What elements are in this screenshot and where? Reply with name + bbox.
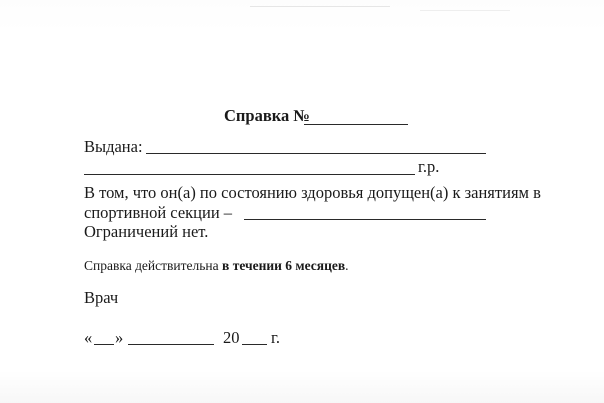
certificate-title	[224, 106, 310, 126]
doctor-label	[84, 288, 118, 308]
statement-line-2-text: спортивной секции –	[84, 203, 233, 222]
issued-name-blank-2	[84, 174, 415, 175]
date-year-prefix	[223, 328, 240, 348]
scan-artifact	[250, 6, 390, 7]
scan-artifact	[420, 10, 510, 11]
certificate-number-blank	[304, 124, 408, 125]
validity-period: в течении 6 месяцев	[222, 258, 346, 273]
date-close-quote-text: »	[115, 328, 124, 347]
birth-year-suffix	[418, 157, 439, 177]
sport-section-blank	[244, 219, 486, 220]
restrictions-line	[84, 222, 208, 242]
certificate-title-text: Справка №	[224, 106, 310, 125]
date-year-suffix-text: г.	[271, 328, 281, 347]
validity-prefix: Справка действительна	[84, 258, 223, 273]
issued-label-text: Выдана:	[84, 137, 143, 156]
validity-line	[84, 256, 349, 276]
date-day-blank	[94, 344, 114, 345]
date-month-blank	[128, 344, 214, 345]
date-open-quote-text: «	[84, 328, 93, 347]
date-year-blank	[242, 344, 267, 345]
validity-end: .	[345, 258, 349, 273]
statement-line-1	[84, 183, 541, 203]
issued-label	[84, 137, 143, 157]
birth-year-suffix-text: г.р.	[418, 157, 440, 176]
issued-name-blank	[146, 153, 486, 154]
date-year-suffix	[271, 328, 280, 348]
date-open-quote	[84, 328, 92, 348]
statement-line-1-text: В том, что он(а) по состоянию здоровья допущен(а) к занятиям в	[84, 183, 541, 202]
date-close-quote	[115, 328, 123, 348]
doctor-label-text: Врач	[84, 288, 119, 307]
restrictions-text: Ограничений нет.	[84, 222, 209, 241]
statement-line-2	[84, 203, 232, 223]
date-year-prefix-text: 20	[223, 328, 240, 347]
